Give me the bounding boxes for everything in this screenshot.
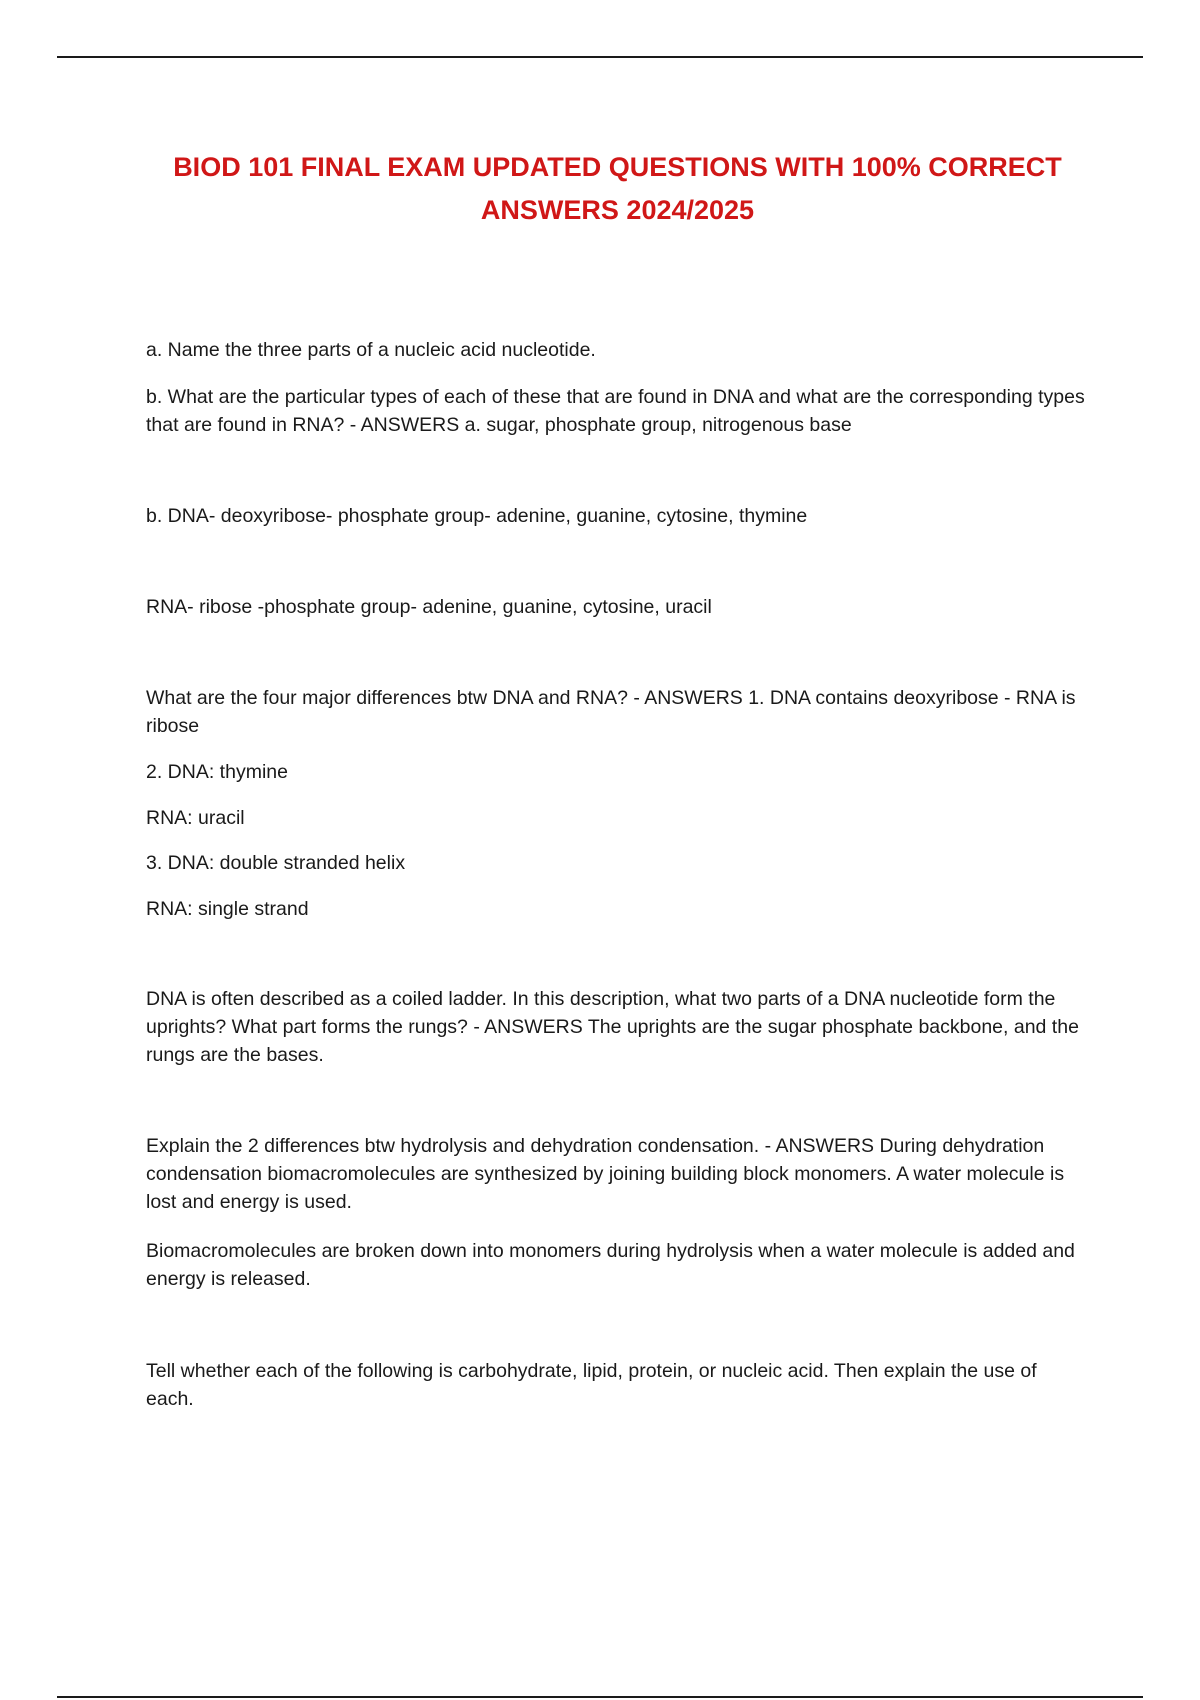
paragraph-5: What are the four major differences btw DNA and RNA? - ANSWERS 1. DNA contains deoxyribose - RNA is ribose bbox=[146, 687, 1076, 737]
paragraph-11: Explain the 2 differences btw hydrolysis and dehydration condensation. - ANSWERS During dehydration condensation biomacromolecules are synthesized by joining building block monomers. A water molecule is lost and energy is used. bbox=[146, 1135, 1065, 1213]
paragraph-6: 2. DNA: thymine bbox=[146, 761, 288, 783]
paragraph-1: a. Name the three parts of a nucleic acid nucleotide. bbox=[146, 339, 596, 361]
paragraph-13: Tell whether each of the following is carbohydrate, lipid, protein, or nucleic acid. Then explain the use of each. bbox=[146, 1360, 1037, 1410]
title-line-2: ANSWERS 2024/2025 bbox=[480, 195, 755, 225]
paragraph-12: Biomacromolecules are broken down into monomers during hydrolysis when a water molecule is added and energy is released. bbox=[146, 1240, 1075, 1290]
paragraph-2: b. What are the particular types of each of these that are found in DNA and what are the corresponding types that are found in RNA? - ANSWERS a. sugar, phosphate group, nitrogenous base bbox=[146, 386, 1085, 436]
paragraph-7: RNA: uracil bbox=[146, 807, 245, 829]
top-rule bbox=[57, 56, 1143, 58]
paragraph-3: b. DNA- deoxyribose- phosphate group- adenine, guanine, cytosine, thymine bbox=[146, 505, 808, 527]
paragraph-9: RNA: single strand bbox=[146, 898, 309, 920]
paragraph-8: 3. DNA: double stranded helix bbox=[146, 852, 406, 874]
bottom-rule bbox=[57, 1696, 1143, 1698]
paragraph-4: RNA- ribose -phosphate group- adenine, guanine, cytosine, uracil bbox=[146, 596, 712, 618]
paragraph-10: DNA is often described as a coiled ladder. In this description, what two parts of a DNA nucleotide form the uprights? What part forms the rungs? - ANSWERS The uprights are the sugar phosphate backbone, and the rungs are the bases. bbox=[146, 988, 1079, 1066]
title-line-1: BIOD 101 FINAL EXAM UPDATED QUESTIONS WITH 100% CORRECT bbox=[173, 152, 1062, 182]
document-title bbox=[100, 146, 1135, 232]
